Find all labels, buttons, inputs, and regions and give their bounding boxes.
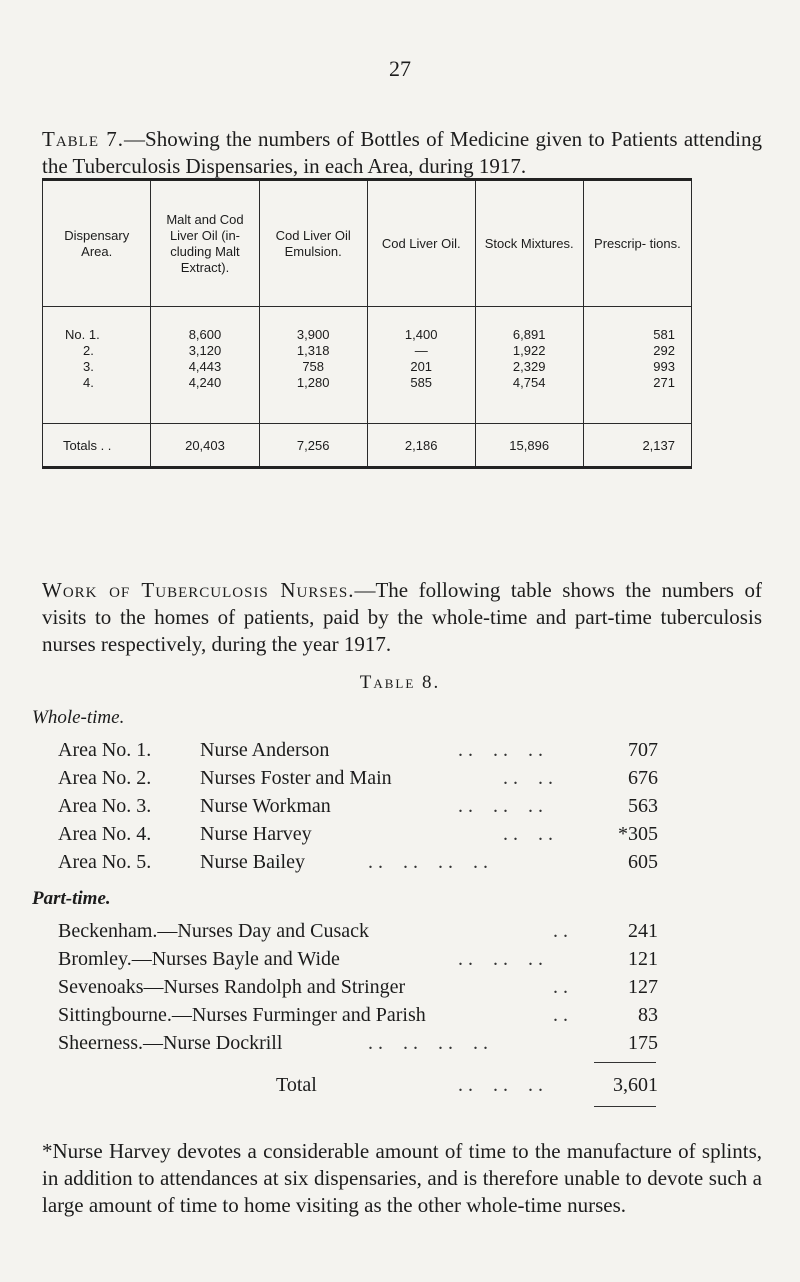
table7-header-row (43, 180, 692, 307)
row-value: 605 (628, 851, 658, 873)
row-value: 563 (628, 795, 658, 817)
table8-title-text: Table 8. (359, 672, 441, 693)
row-value: 175 (628, 1032, 658, 1054)
malt-cell: 4,240 (188, 375, 222, 390)
prescriptions-cell: 581 (653, 327, 675, 342)
stock-cell: 6,891 (512, 327, 546, 342)
malt-cell: 3,120 (188, 343, 222, 358)
stock-cell: 1,922 (512, 343, 546, 358)
row-value: 676 (628, 767, 658, 789)
total-rule-bottom (594, 1106, 656, 1107)
wholetime-row (58, 737, 658, 763)
col-header-stock: Stock Mixtures. (475, 180, 583, 307)
emulsion-cell: 3,900 (296, 327, 330, 342)
leader-dots: . . (458, 1004, 568, 1026)
leader-dots: . . . . . . (458, 795, 543, 817)
table7-totals-row (43, 424, 692, 468)
total-label: Total (276, 1074, 317, 1096)
col-header-cod: Cod Liver Oil. (367, 180, 475, 307)
totals-label: Totals . . (43, 424, 151, 468)
row-area: Area No. 1. (58, 739, 152, 761)
leader-dots: . . . . (458, 767, 553, 789)
parttime-row (58, 1002, 658, 1028)
table7 (42, 178, 692, 469)
table7-caption (42, 126, 762, 180)
parttime-row (58, 974, 658, 1000)
parttime-row (58, 946, 658, 972)
stock-column (475, 307, 583, 424)
row-area: Area No. 3. (58, 795, 152, 817)
parttime-row (58, 1030, 658, 1056)
emulsion-cell: 758 (302, 359, 325, 374)
wholetime-label: Whole-time. (32, 707, 125, 728)
row-name: Nurse Workman (200, 795, 331, 817)
parttime-row (58, 918, 658, 944)
emulsion-column (259, 307, 367, 424)
malt-column (151, 307, 259, 424)
prescriptions-column (583, 307, 691, 424)
row-label: Sheerness.—Nurse Dockrill (58, 1032, 283, 1054)
table7-caption-prefix: Table 7. (42, 127, 125, 151)
row-value: *305 (618, 823, 658, 845)
table8-title (0, 672, 800, 694)
area-cell: 3. (83, 359, 94, 374)
row-name: Nurse Harvey (200, 823, 312, 845)
table7-body-row (43, 307, 692, 424)
wholetime-row (58, 821, 658, 847)
row-value: 241 (628, 920, 658, 942)
table7-caption-text: —Showing the numbers of Bottles of Medicine given to Patients attending the Tuberculosis Dispensaries, in each Area, during 1917. (42, 127, 762, 178)
row-value: 127 (628, 976, 658, 998)
col-header-malt: Malt and Cod Liver Oil (in- cluding Malt Extract). (151, 180, 259, 307)
row-label: Beckenham.—Nurses Day and Cusack (58, 920, 370, 942)
cod-cell: 1,400 (404, 327, 438, 342)
wholetime-row (58, 765, 658, 791)
area-column (43, 307, 151, 424)
row-name: Nurse Anderson (200, 739, 330, 761)
wholetime-row (58, 793, 658, 819)
row-area: Area No. 5. (58, 851, 152, 873)
nurses-paragraph (42, 577, 762, 658)
leader-dots: . . . . . . . . (368, 1032, 488, 1054)
totals-emulsion: 7,256 (259, 424, 367, 468)
totals-cod: 2,186 (367, 424, 475, 468)
emulsion-cell: 1,318 (296, 343, 330, 358)
cod-column (367, 307, 475, 424)
prescriptions-cell: 993 (653, 359, 675, 374)
col-header-area: Dispensary Area. (43, 180, 151, 307)
nurses-text: —The following table shows the numbers of visits to the homes of patients, paid by the whole-time and part-time tuberculosis nurses respectively, during the year 1917. (42, 578, 762, 656)
row-area: Area No. 4. (58, 823, 152, 845)
totals-prescriptions: 2,137 (583, 424, 691, 468)
leader-dots: . . . . . . (458, 1074, 543, 1096)
row-label: Bromley.—Nurses Bayle and Wide (58, 948, 340, 970)
malt-cell: 4,443 (188, 359, 222, 374)
row-label: Sevenoaks—Nurses Randolph and Stringer (58, 976, 406, 998)
area-cell: 4. (83, 375, 94, 390)
emulsion-cell: 1,280 (296, 375, 330, 390)
row-area: Area No. 2. (58, 767, 152, 789)
row-value: 83 (638, 1004, 658, 1026)
leader-dots: . . . . (458, 823, 553, 845)
cod-cell: 201 (410, 359, 433, 374)
area-cell: 2. (83, 343, 94, 358)
wholetime-row (58, 849, 658, 875)
cod-cell: 585 (410, 375, 433, 390)
row-name: Nurses Foster and Main (200, 767, 392, 789)
leader-dots: . . (458, 976, 568, 998)
malt-cell: 8,600 (188, 327, 222, 342)
totals-stock: 15,896 (475, 424, 583, 468)
row-value: 121 (628, 948, 658, 970)
leader-dots: . . . . . . (458, 739, 543, 761)
row-name: Nurse Bailey (200, 851, 305, 873)
total-rule-top (594, 1062, 656, 1063)
total-value: 3,601 (613, 1074, 658, 1096)
prescriptions-cell: 292 (653, 343, 675, 358)
total-row (58, 1072, 658, 1098)
prescriptions-cell: 271 (653, 375, 675, 390)
footnote: *Nurse Harvey devotes a considerable amount of time to the manufacture of splints, in addition to attendances at six dispensaries, and is therefore unable to devote such a large amount of time to home visiting as the other whole-time nurses. (42, 1139, 762, 1217)
totals-malt: 20,403 (151, 424, 259, 468)
nurses-heading: Work of Tuberculosis Nurses. (42, 578, 355, 602)
col-header-prescriptions: Prescrip- tions. (583, 180, 691, 307)
parttime-label: Part-time. (32, 888, 111, 909)
area-cell: No. 1. (65, 327, 100, 342)
col-header-emulsion: Cod Liver Oil Emulsion. (259, 180, 367, 307)
stock-cell: 4,754 (512, 375, 546, 390)
row-label: Sittingbourne.—Nurses Furminger and Parish (58, 1004, 426, 1026)
stock-cell: 2,329 (512, 359, 546, 374)
leader-dots: . . . . . . . . (368, 851, 488, 873)
leader-dots: . . (458, 920, 568, 942)
cod-cell: — (414, 343, 428, 358)
page-number: 27 (389, 56, 411, 81)
row-value: 707 (628, 739, 658, 761)
leader-dots: . . . . . . (458, 948, 543, 970)
